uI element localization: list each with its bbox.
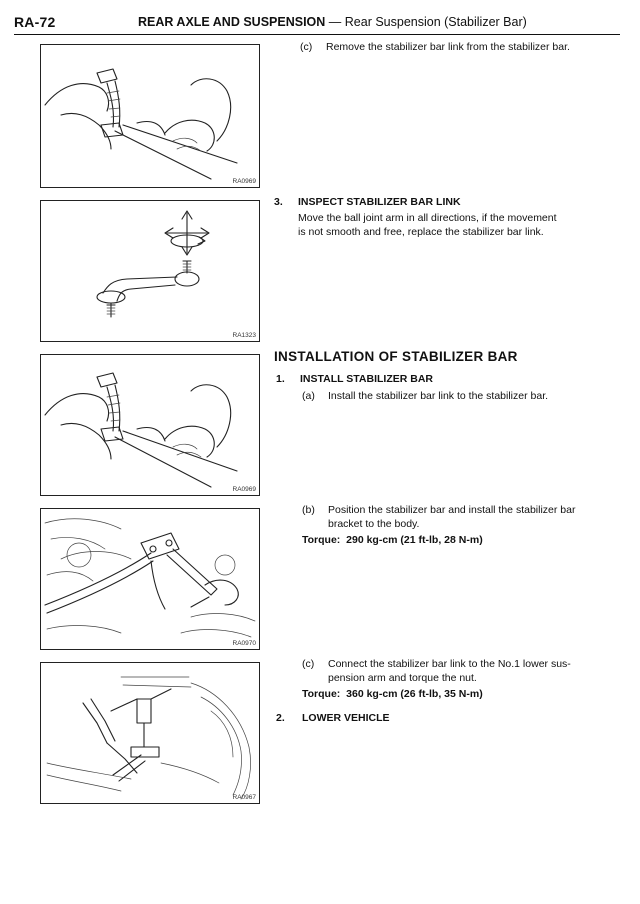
inspect-text-line-1: Move the ball joint arm in all directions, if the movement	[298, 212, 557, 224]
figure-connect-lower-arm	[40, 662, 260, 804]
figure-inspect-link	[40, 200, 260, 342]
lower-title: LOWER VEHICLE	[302, 712, 390, 724]
figure-install-link	[40, 354, 260, 496]
stabilizer-bracket-illustration	[41, 509, 259, 649]
figure-code: RA0969	[232, 178, 256, 185]
inspect-text-line-2: is not smooth and free, replace the stabilizer bar link.	[298, 226, 544, 238]
figure-code: RA1323	[232, 332, 256, 339]
inspect-title: INSPECT STABILIZER BAR LINK	[298, 196, 461, 208]
install-step-c-line-2: pension arm and torque the nut.	[328, 672, 477, 684]
step-text: Position the stabilizer bar and install the stabilizer bar	[328, 504, 576, 516]
torque-spec-c	[302, 688, 483, 700]
page-number: RA-72	[14, 14, 56, 30]
header-rule	[14, 34, 620, 35]
install-number: 1.	[276, 373, 285, 385]
section-subtitle: Rear Suspension (Stabilizer Bar)	[344, 15, 527, 29]
install-step-c	[302, 657, 632, 672]
install-step-b	[302, 503, 632, 518]
figure-remove-link	[40, 44, 260, 188]
figure-code: RA0967	[232, 794, 256, 801]
step-marker: (c)	[302, 658, 315, 670]
lower-arm-link-illustration	[41, 663, 259, 803]
torque-label: Torque:	[302, 688, 341, 700]
figure-code: RA0970	[232, 640, 256, 647]
torque-value: 360 kg-cm (26 ft-lb, 35 N-m)	[346, 688, 483, 700]
step-marker: (c)	[300, 41, 313, 53]
title-dash: —	[328, 15, 342, 29]
torque-spec-b	[302, 534, 483, 546]
step-marker: (b)	[302, 504, 315, 516]
step-text: Connect the stabilizer bar link to the No.1 lower sus-	[328, 658, 571, 670]
stabilizer-link-installation-illustration	[41, 355, 259, 495]
step-marker: (a)	[302, 390, 315, 402]
page-header	[14, 14, 626, 32]
figure-code: RA0969	[232, 486, 256, 493]
ball-joint-inspection-illustration	[41, 201, 259, 341]
step-text: Remove the stabilizer bar link from the stabilizer bar.	[326, 41, 570, 53]
installation-heading: INSTALLATION OF STABILIZER BAR	[274, 349, 518, 364]
figure-position-bracket	[40, 508, 260, 650]
torque-label: Torque:	[302, 534, 341, 546]
torque-value: 290 kg-cm (21 ft-lb, 28 N-m)	[346, 534, 483, 546]
remove-link-step	[300, 40, 620, 55]
install-step-a	[302, 389, 622, 404]
lower-number: 2.	[276, 712, 285, 724]
inspect-number: 3.	[274, 196, 283, 208]
install-title: INSTALL STABILIZER BAR	[300, 373, 433, 385]
step-text: Install the stabilizer bar link to the stabilizer bar.	[328, 390, 549, 402]
stabilizer-link-removal-illustration	[41, 45, 259, 187]
section-title: REAR AXLE AND SUSPENSION	[138, 15, 326, 29]
page-title	[138, 15, 527, 29]
install-step-b-line-2: bracket to the body.	[328, 518, 420, 530]
